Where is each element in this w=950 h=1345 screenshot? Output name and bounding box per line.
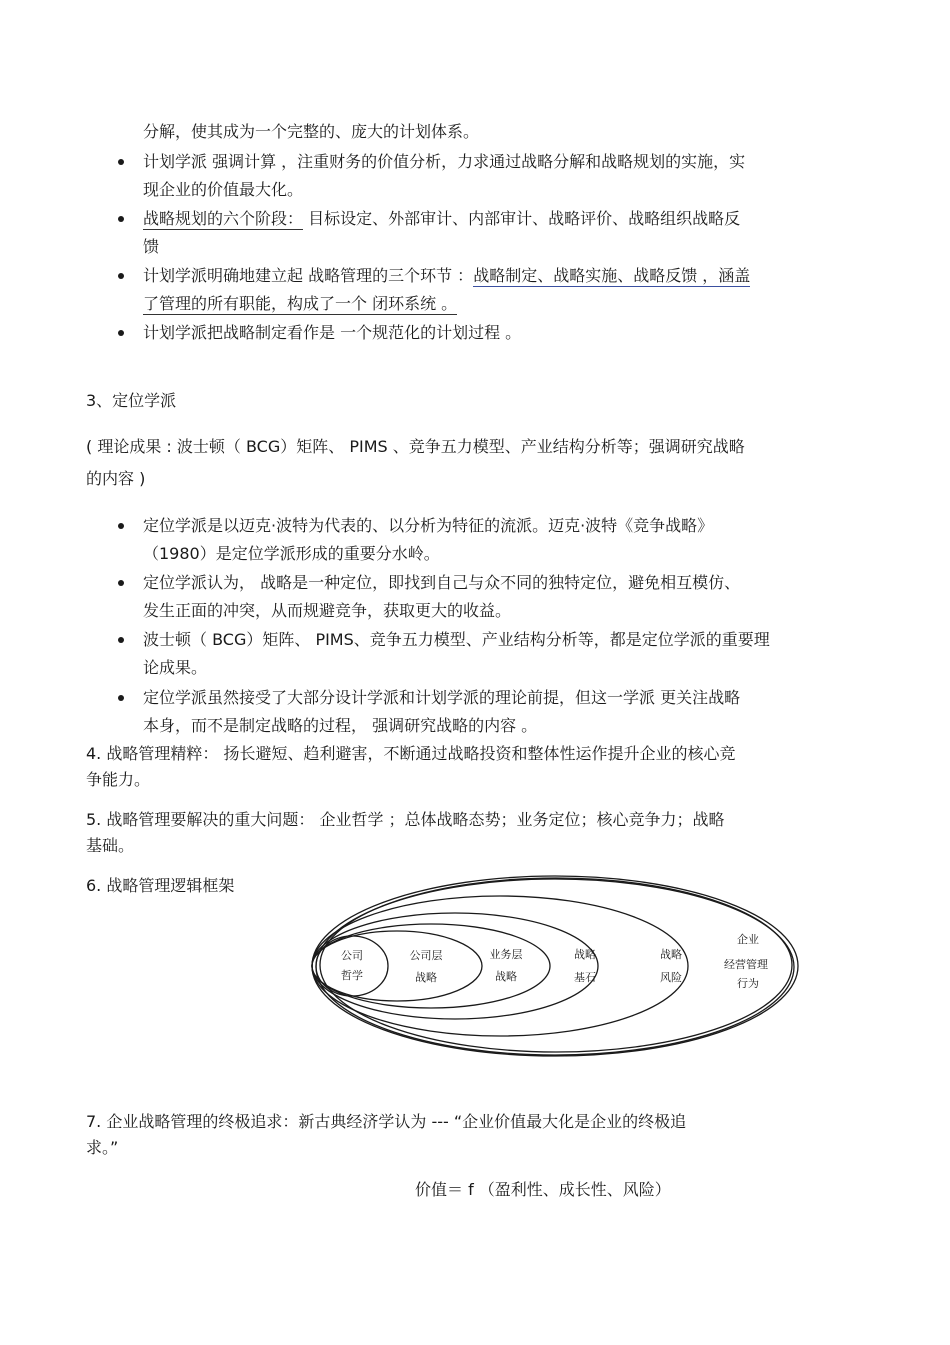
ellipse-corporate-strategy — [312, 931, 482, 1001]
six-stages-underlined: 战略规划的六个阶段： — [143, 209, 304, 228]
positioning-bullet-3-line-2: 论成果。 — [143, 658, 208, 677]
planning-continuation: 分解，使其成为一个完整的、庞大的计划体系。 — [143, 122, 480, 141]
planning-bullet-1-line-1: 计划学派 强调计算 ，注重财务的价值分析，力求通过战略分解和战略规划的实施，实 — [143, 152, 746, 171]
positioning-bullet-4-line-1: 定位学派虽然接受了大部分设计学派和计划学派的理论前提，但这一学派 更关注战略 — [143, 688, 741, 707]
section-4-line-1: 4. 战略管理精粹： 扬长避短、趋利避害，不断通过战略投资和整体性运作提升企业的核心竞 — [86, 744, 736, 763]
label-strategy-risk-1: 战略 — [660, 948, 682, 961]
six-stages-list: 目标设定、外部审计、内部审计、战略评价、战略组织战略反 — [303, 209, 741, 228]
label-enterprise-behavior-1: 企业 — [737, 933, 759, 946]
bullet-marker — [118, 330, 124, 336]
label-business-strategy-2: 战略 — [495, 970, 517, 983]
value-formula: 价值＝ f （盈利性、成长性、风险） — [415, 1180, 671, 1199]
positioning-bullet-2-line-1: 定位学派认为， 战略是一种定位，即找到自己与众不同的独特定位，避免相互模仿、 — [143, 573, 741, 592]
label-corporate-philosophy-2: 哲学 — [341, 969, 363, 982]
strategy-framework-diagram — [310, 875, 810, 1065]
label-strategy-risk-2: 风险 — [660, 971, 682, 984]
positioning-bullet-2-line-2: 发生正面的冲突，从而规避竞争，获取更大的收益。 — [143, 601, 512, 620]
label-enterprise-behavior-2: 经营管理 — [724, 958, 768, 971]
three-links-underlined: 战略制定、战略实施、战略反馈 ，涵盖 — [473, 266, 751, 285]
section-5-line-2: 基础。 — [86, 836, 135, 855]
planning-bullet-3-line-1 — [143, 266, 750, 286]
label-strategy-cornerstone-1: 战略 — [574, 948, 596, 961]
positioning-bullet-4-line-2: 本身，而不是制定战略的过程， 强调研究战略的内容 。 — [143, 716, 538, 735]
positioning-bullet-1-line-1: 定位学派是以迈克·波特为代表的、以分析为特征的流派。迈克·波特《竞争战略》 — [143, 516, 714, 535]
section-7-line-1: 7. 企业战略管理的终极追求：新古典经济学认为 --- “企业价值最大化是企业的终极追 — [86, 1112, 687, 1131]
section-6-title: 6. 战略管理逻辑框架 — [86, 876, 235, 895]
label-strategy-cornerstone-2: 基石 — [574, 971, 596, 984]
bullet-marker — [118, 523, 124, 529]
bullet-marker — [118, 695, 124, 701]
planning-bullet-2-line-1 — [143, 209, 740, 229]
label-corporate-strategy-1: 公司层 — [409, 949, 443, 962]
planning-bullet-1-line-2: 现企业的价值最大化。 — [143, 180, 304, 199]
planning-bullet-4: 计划学派把战略制定看作是 一个规范化的计划过程 。 — [143, 323, 522, 342]
section-5-line-1: 5. 战略管理要解决的重大问题： 企业哲学 ；总体战略态势；业务定位；核心竞争力；战略 — [86, 810, 725, 829]
planning-bullet-2-line-2: 馈 — [143, 237, 160, 256]
positioning-intro-line-1: ( 理论成果 : 波士顿（ BCG）矩阵、 PIMS 、竞争五力模型、产业结构分析等；强调研究战略 — [86, 437, 745, 456]
label-corporate-philosophy-1: 公司 — [341, 949, 363, 962]
positioning-bullet-3-line-1: 波士顿（ BCG）矩阵、 PIMS、竞争五力模型、产业结构分析等，都是定位学派的重要理 — [143, 630, 770, 649]
ellipse-strategy-risk — [312, 896, 688, 1036]
positioning-bullet-1-line-2: （1980）是定位学派形成的重要分水岭。 — [143, 544, 440, 563]
section-7-line-2: 求。” — [86, 1138, 119, 1157]
bullet-marker — [118, 637, 124, 643]
ellipse-strategy-cornerstone — [312, 913, 598, 1019]
label-corporate-strategy-2: 战略 — [415, 971, 437, 984]
positioning-intro-line-2: 的内容 ) — [86, 469, 146, 488]
bullet-marker — [118, 580, 124, 586]
planning-bullet-3-line-2 — [143, 294, 457, 314]
positioning-heading: 3、定位学派 — [86, 391, 177, 410]
three-links-intro: 计划学派明确地建立起 战略管理的三个环节 ： — [143, 266, 474, 285]
ellipse-corporate-philosophy — [316, 936, 388, 996]
bullet-marker — [118, 273, 124, 279]
closed-loop-underlined: 了管理的所有职能，构成了一个 闭环系统 。 — [143, 294, 458, 313]
bullet-marker — [118, 216, 124, 222]
bullet-marker — [118, 159, 124, 165]
label-business-strategy-1: 业务层 — [489, 948, 523, 961]
section-4-line-2: 争能力。 — [86, 770, 151, 789]
label-enterprise-behavior-3: 行为 — [737, 977, 759, 990]
